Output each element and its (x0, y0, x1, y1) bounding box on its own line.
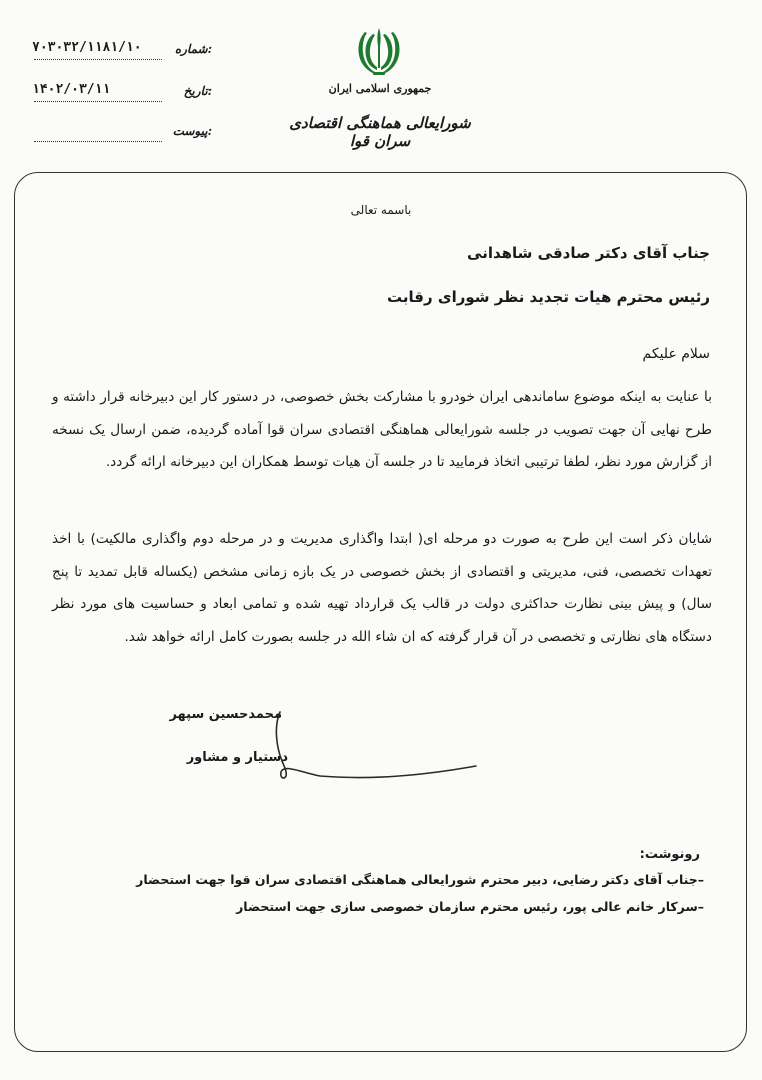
signer-role: دستیار و مشاور (186, 750, 288, 765)
date-value: ۱۴۰۲/۰۳/۱۱ (32, 82, 111, 97)
iran-emblem-icon (351, 24, 407, 80)
date-label: تاریخ: (183, 84, 212, 98)
basmala: باسمه تعالی (350, 203, 412, 217)
handwritten-signature (240, 706, 480, 786)
letter-date (20, 82, 220, 104)
attachment-label: پیوست: (172, 124, 212, 138)
republic-title: جمهوری اسلامی ایران (328, 82, 432, 95)
letter-number (20, 40, 220, 62)
greeting: سلام علیکم (642, 346, 710, 362)
body-paragraph-1: با عنایت به اینکه موضوع ساماندهی ایران خودرو با مشارکت بخش خصوصی، در دستور کار این دبیرخانه قرار داشته و طرح نهایی آن جهت تصویب در جلسه شورایعالی هماهنگی اقتصادی سران قوا آماده گردیده، ضمن ارسال یک نسخه از گزارش مورد نظر، لطفا ترتیبی اتخاذ فرمایید تا در جلسه آن هیات توسط همکاران این دبیرخانه ارائه گردد. (52, 389, 712, 470)
signer-name: محمدحسین سپهر (169, 707, 282, 722)
body-paragraph-2: شایان ذکر است این طرح به صورت دو مرحله ای( ابتدا واگذاری مدیریت و در مرحله دوم واگذاری مالکیت) با اخذ تعهدات تخصصی، فنی، مدیریتی و اقتصادی از بخش خصوصی در یک بازه زمانی مشخص (یکساله قابل تمدید تا پنج سال) و پیش بینی نظارت حداکثری دولت در قالب یک قرارداد تهیه شده و تمامی ابعاد و حساسیت های مورد نظر دستگاه های نظارتی و تخصصی در آن قرار گرفته که ان شاء الله در جلسه بصورت کامل ارائه خواهد شد. (52, 531, 712, 645)
number-dotted-line (34, 59, 162, 60)
cc-title: رونوشت: (639, 847, 700, 862)
cc-item: –سرکار خانم عالی پور، رئیس محترم سازمان خصوصی سازی جهت استحضار (236, 899, 704, 914)
recipient-title: رئیس محترم هیات تجدید نظر شورای رقابت (387, 288, 710, 306)
cc-item: –جناب آقای دکتر رضایی، دبیر محترم شورایعالی هماهنگی اقتصادی سران قوا جهت استحضار (136, 872, 704, 887)
attachment-dotted-line (34, 141, 162, 142)
number-value: ۷۰۳۰۳۲/۱۱۸۱/۱۰ (32, 40, 142, 55)
recipient-name: جناب آقای دکتر صادقی شاهدانی (467, 244, 710, 262)
date-dotted-line (34, 101, 162, 102)
number-label: شماره: (174, 42, 212, 56)
letter-attachment (20, 122, 220, 144)
council-title: شورایعالی هماهنگی اقتصادی سران قوا (289, 114, 471, 150)
